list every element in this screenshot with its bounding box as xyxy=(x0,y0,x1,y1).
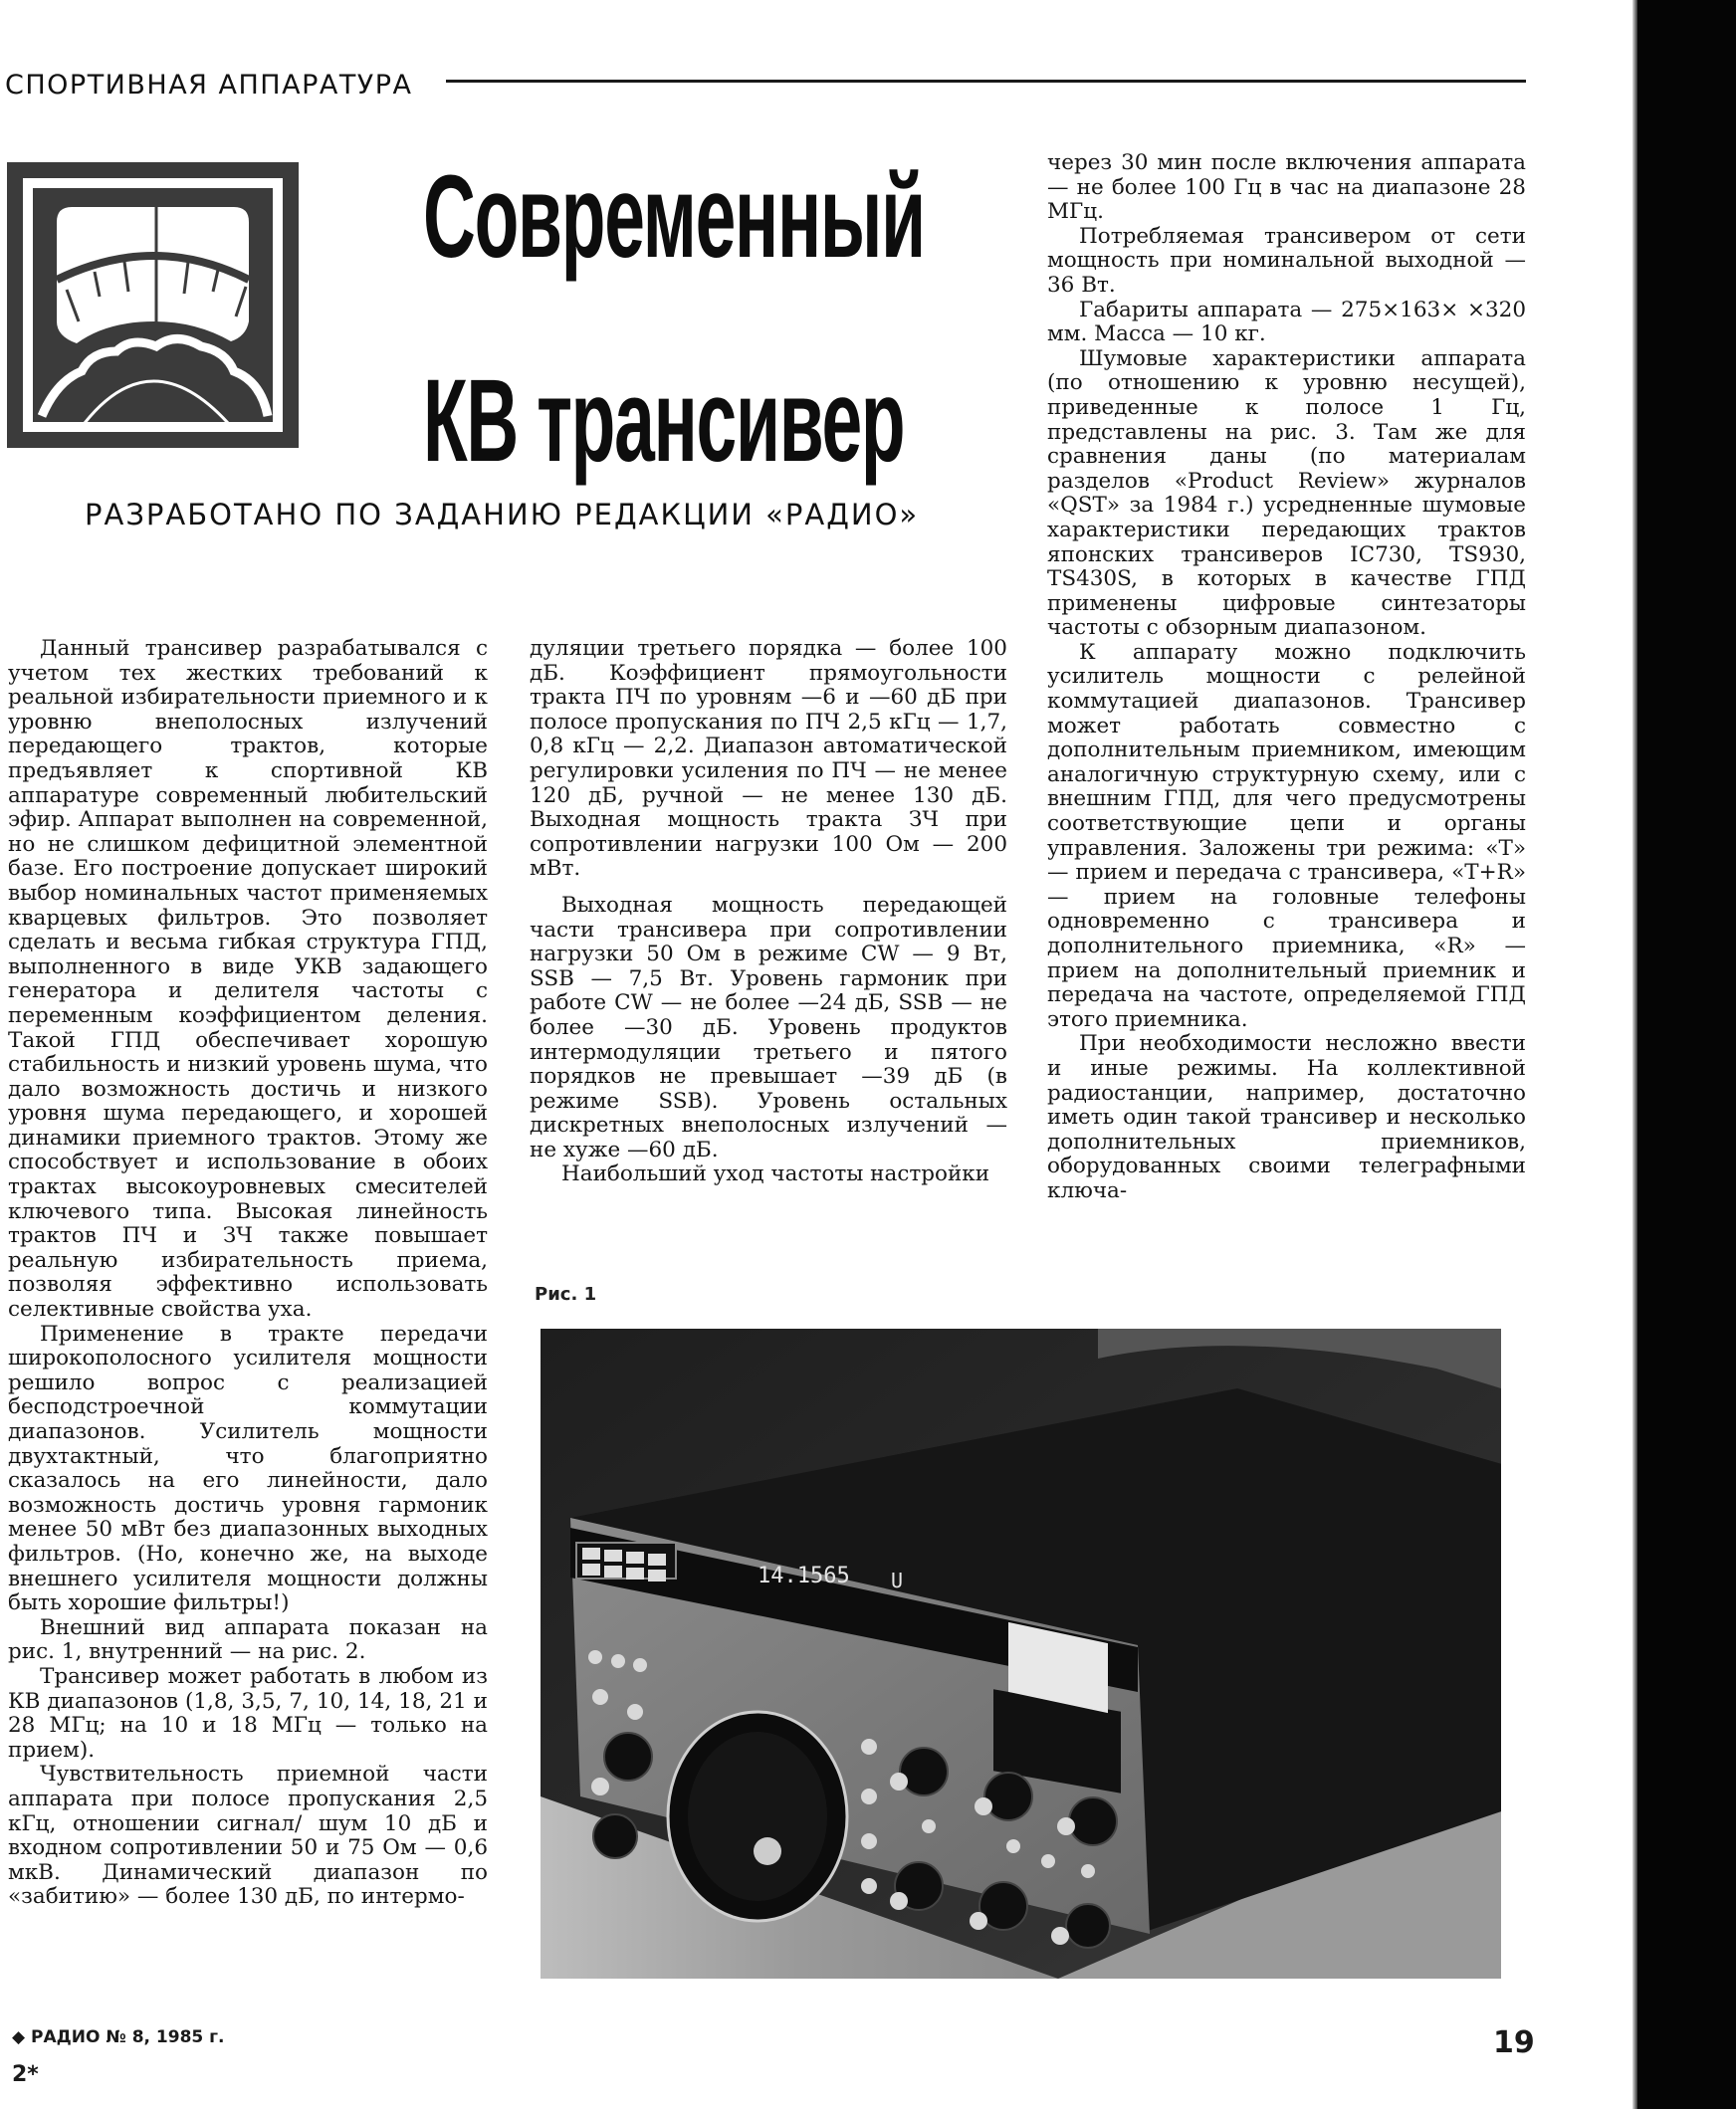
scan-black-margin xyxy=(1637,0,1736,2109)
paragraph: через 30 мин после включения аппарата — не более 100 Гц в час на диапазоне 28 МГц. xyxy=(1047,150,1526,225)
article-title-line2: КВ трансивер xyxy=(423,355,905,487)
paragraph: Данный трансивер разрабатывался с учетом тех жестких требований к реальной избирательности приемного и к уровню внеполосных излучений передающего трактов, которые предъявляет к спортивной КВ аппаратуре современный любительский эфир. Аппарат выполнен на современной, но не слишком дефицитной элементной базе. Его построение допускает широкий выбор номинальных частот применяемых кварцевых фильтров. Это позволяет сделать и весьма гибкая структура ГПД, выполненного в виде УКВ задающего генератора и делителя частоты с переменным коэффициентом деления. Такой ГПД обеспечивает хорошую стабильность и низкий уровень шума, что дало возможность достичь и низкого уровня шума передающего, и хорошей динамики приемного трактов. Этому же способствует и использование в обоих трактах высокоуровневых смесителей ключевого типа. Высокая линейность трактов ПЧ и ЗЧ также повышает реальную избирательность приема, позволяя эффективно использовать селективные свойства уха. xyxy=(8,636,488,1323)
section-rule xyxy=(446,80,1526,83)
mode-display: U xyxy=(891,1569,904,1592)
paragraph: дуляции третьего порядка — более 100 дБ. Коэффициент прямоугольности тракта ПЧ по уровням —6 и —60 дБ при полосе пропускания по ПЧ 2,5 кГц — 1,7, 0,8 кГц — 2,2. Диапазон автоматической регулировки усиления по ПЧ — не менее 120 дБ, ручной — не менее 130 дБ. Выходная мощность тракта ЗЧ при сопротивлении нагрузки 100 Ом — 200 мВт. xyxy=(530,636,1007,882)
article-title-line1: Современный xyxy=(423,151,925,283)
text-column-left xyxy=(8,637,488,1910)
paragraph: Трансивер может работать в любом из КВ диапазонов (1,8, 3,5, 7, 10, 14, 18, 21 и 28 МГц; на 10 и 18 МГц — только на прием). xyxy=(8,1663,488,1763)
paragraph: Потребляемая трансивером от сети мощность при номинальной выходной — 36 Вт. xyxy=(1047,223,1526,298)
transceiver-photo xyxy=(541,1329,1501,1979)
page-number: 19 xyxy=(1493,2025,1535,2060)
text-column-right xyxy=(1047,151,1526,1204)
magazine-issue: ◆ РАДИО № 8, 1985 г. xyxy=(12,2027,225,2047)
text-column-middle xyxy=(530,637,1007,1187)
paragraph: К аппарату можно подключить усилитель мощности с релейной коммутацией диапазонов. Трансивер может работать совместно с дополнительным приемником, имеющим аналогичную структурную схему, или с внешним ГПД, для чего предусмотрены соответствующие цепи и органы управления. Заложены три режима: «T» — прием и передача с трансивера, «T+R» — прием на головные телефоны одновременно с трансивера и дополнительного приемника, «R» — прием на дополнительный приемник и передача на частоте, определяемой ГПД этого приемника. xyxy=(1047,639,1526,1032)
article-subtitle: РАЗРАБОТАНО ПО ЗАДАНИЮ РЕДАКЦИИ «РАДИО» xyxy=(85,498,920,531)
print-mark: 2* xyxy=(12,2062,39,2087)
figure-caption: Рис. 1 xyxy=(535,1284,597,1305)
paragraph: Наибольший уход частоты настройки xyxy=(561,1161,990,1187)
section-heading: СПОРТИВНАЯ АППАРАТУРА xyxy=(5,70,413,101)
paragraph: Чувствительность приемной части аппарата при полосе пропускания 2,5 кГц, отношении сигнал/ шум 10 дБ и входном сопротивлении 50 и 75 Ом — 0,6 мкВ. Динамический диапазон по «забитию» — более 130 дБ, по интермо- xyxy=(8,1762,488,1910)
paragraph: Выходная мощность передающей части трансивера при сопротивлении нагрузки 50 Ом в режиме CW — 9 Вт, SSB — 7,5 Вт. Уровень гармоник при работе CW — не более —24 дБ, SSB — не более —30 дБ. Уровень продуктов интермодуляции третьего и пятого порядков не превышает —39 дБ (в режиме SSB). Уровень остальных дискретных внеполосных излучений — не хуже —60 дБ. xyxy=(530,892,1007,1162)
meter-dial-icon xyxy=(7,162,299,448)
paragraph: Применение в тракте передачи широкополосного усилителя мощности решило вопрос с реализацией бесподстроечной коммутации диапазонов. Усилитель мощности двухтактный, что благоприятно сказалось на его линейности, дало возможность достичь уровня гармоник менее 50 мВт без диапазонных выходных фильтров. (Но, конечно же, на выходе внешнего усилителя мощности должны быть хорошие фильтры!) xyxy=(8,1321,488,1616)
frequency-display: 14.1565 xyxy=(758,1564,850,1588)
paragraph: При необходимости несложно ввести и иные режимы. На коллективной радиостанции, например, достаточно иметь один такой трансивер и несколько дополнительных приемников, оборудованных своими телеграфными ключа- xyxy=(1047,1031,1526,1203)
paragraph: Шумовые характеристики аппарата (по отношению к уровню несущей), приведенные к полосе 1 Гц, представлены на рис. 3. Там же для сравнения даны (по материалам разделов «Product Review» журналов «QST» за 1984 г.) усредненные шумовые характеристики передающих трактов японских трансиверов IC730, TS930, TS430S, в которых в качестве ГПД применены цифровые синтезаторы частоты с обзорным диапазоном. xyxy=(1047,345,1526,641)
paragraph: Габариты аппарата — 275×163× ×320 мм. Масса — 10 кг. xyxy=(1047,297,1526,347)
paragraph: Внешний вид аппарата показан на рис. 1, внутренний — на рис. 2. xyxy=(8,1614,488,1665)
